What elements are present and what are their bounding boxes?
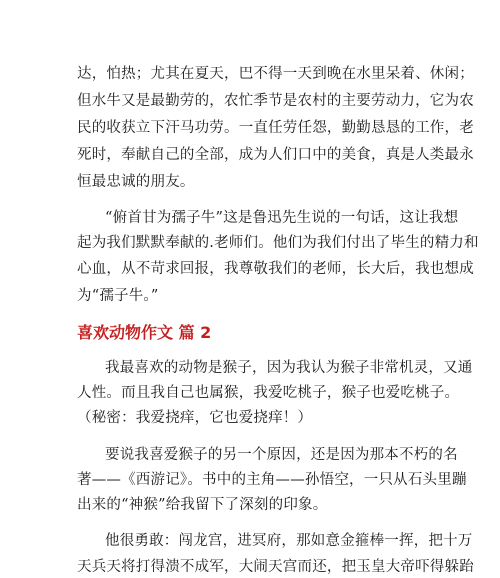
paragraph-line: 恒最忠诚的朋友。 [77, 174, 195, 190]
paragraph-line: 他很勇敢：闯龙宫，进冥府，那如意金箍棒一挥，把十万 [105, 533, 473, 549]
paragraph-line: 要说我喜爱猴子的另一个原因，还是因为那本不朽的名 [105, 447, 458, 463]
paragraph-line: “俯首甘为孺子牛”这是鲁迅先生说的一句话，这让我想 [105, 210, 459, 226]
paragraph-line: 人性。而且我自己也属猴，我爱吃桃子，猴子也爱吃桃子。 [77, 385, 460, 401]
paragraph-line: 我最喜欢的动物是猴子，因为我认为猴子非常机灵，又通 [105, 360, 473, 376]
paragraph-line: 心血，从不苛求回报，我尊敬我们的老师，长大后，我也想成 [77, 261, 474, 277]
paragraph-line: 天兵天将打得溃不成军，大闹天宫而还，把玉皇大帝吓得躲跆 [77, 559, 474, 575]
paragraph-line: （秘密：我爱挠痒，它也爱挠痒！） [77, 410, 313, 426]
paragraph-line: 起为我们默默奉献的.老师们。他们为我们付出了毕生的精力和 [77, 235, 479, 251]
paragraph-line: 著——《西游记》。书中的主角——孙悟空，一只从石头里蹦 [77, 472, 467, 488]
paragraph-line: 民的收获立下汗马功劳。一直任劳任怨，勤勤恳恳的工作，老 [77, 120, 474, 136]
paragraph-line: 出来的“神猴”给我留下了深刻的印象。 [77, 497, 328, 513]
paragraph-line: 死时，奉献自己的全部，成为人们口中的美食，真是人类最永 [77, 147, 474, 163]
paragraph-line: 但水牛又是最勤劳的，农忙季节是农村的主要劳动力，它为农 [77, 93, 474, 109]
paragraph-line: 为“孺子牛。” [77, 288, 159, 304]
paragraph-line: 达，怕热；尤其在夏天，巴不得一天到晚在水里呆着、休闲； [77, 66, 474, 82]
section-heading: 喜欢动物作文 篇 2 [77, 323, 212, 342]
